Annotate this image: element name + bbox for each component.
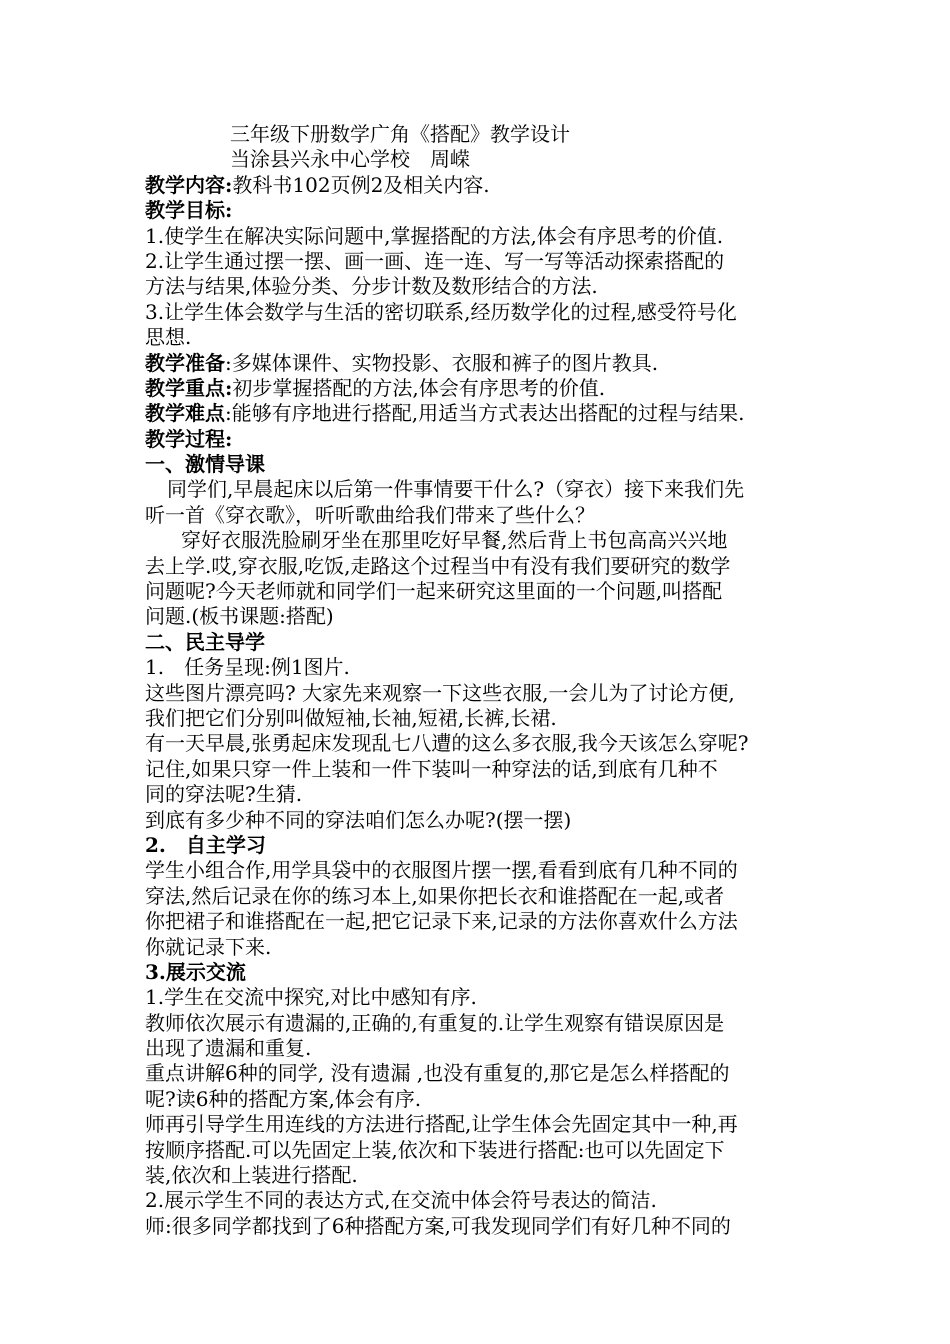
content-text: 教科书102页例2及相关内容.	[232, 172, 490, 197]
list-item: 1. 任务呈现:例1图片.	[145, 655, 350, 680]
goals-label: 教学目标:	[145, 198, 233, 223]
doc-title: 三年级下册数学广角《搭配》教学设计	[230, 122, 570, 146]
paragraph-line: 听一首《穿衣歌》，听听歌曲给我们带来了些什么？	[145, 502, 595, 527]
paragraph-line: 1.学生在交流中探究,对比中感知有序.	[145, 985, 477, 1010]
paragraph-line: 按顺序搭配.可以先固定上装,依次和下装进行搭配:也可以先固定下	[145, 1137, 725, 1162]
paragraph-line: 穿法,然后记录在你的练习本上,如果你把长衣和谁搭配在一起,或者	[145, 883, 725, 908]
process-label: 教学过程:	[145, 426, 233, 451]
goal-line: 3.让学生体会数学与生活的密切联系,经历数学化的过程,感受符号化	[145, 299, 737, 324]
prep-text: :多媒体课件、实物投影、衣服和裤子的图片教具.	[225, 350, 659, 375]
paragraph-line: 去上学.哎,穿衣服,吃饭,走路这个过程当中有没有我们要研究的数学	[145, 553, 731, 578]
paragraph-line: 2.展示学生不同的表达方式,在交流中体会符号表达的简洁.	[145, 1188, 657, 1213]
prep-label: 教学准备	[145, 350, 225, 375]
prep-row	[145, 351, 815, 376]
paragraph-line: 同学们,早晨起床以后第一件事情要干什么?（穿衣）接下来我们先	[167, 477, 745, 502]
paragraph-line: 有一天早晨,张勇起床发现乱七八遭的这么多衣服,我今天该怎么穿呢?	[145, 731, 749, 756]
goal-line: 思想.	[145, 325, 192, 350]
section1-heading: 一、激情导课	[145, 452, 265, 477]
paragraph-line: 穿好衣服洗脸刷牙坐在那里吃好早餐,然后背上书包高高兴兴地	[181, 528, 728, 553]
paragraph-line: 出现了遗漏和重复.	[145, 1036, 312, 1061]
difficulty-label: 教学难点	[145, 401, 225, 426]
goal-line: 方法与结果,体验分类、分步计数及数形结合的方法.	[145, 274, 598, 299]
paragraph-line: 师:很多同学都找到了6种搭配方案,可我发现同学们有好几种不同的	[145, 1213, 731, 1238]
paragraph-line: 师再引导学生用连线的方法进行搭配,让学生体会先固定其中一种,再	[145, 1112, 738, 1137]
content-row	[145, 173, 815, 198]
paragraph-line: 装,依次和上装进行搭配.	[145, 1163, 358, 1188]
paragraph-line: 同的穿法呢?生猜.	[145, 782, 303, 807]
paragraph-line: 你就记录下来.	[145, 934, 272, 959]
key-text: 初步掌握搭配的方法,体会有序思考的价值.	[232, 375, 606, 400]
paragraph-line: 到底有多少种不同的穿法咱们怎么办呢?(摆一摆)	[145, 807, 572, 832]
goal-line: 2.让学生通过摆一摆、画一画、连一连、写一写等活动探索搭配的	[145, 248, 725, 273]
goal-line: 1.使学生在解决实际问题中,掌握搭配的方法,体会有序思考的价值.	[145, 223, 724, 248]
section2-heading: 二、民主导学	[145, 629, 265, 654]
difficulty-text: :能够有序地进行搭配,用适当方式表达出搭配的过程与结果.	[225, 401, 745, 426]
paragraph-line: 这些图片漂亮吗? 大家先来观察一下这些衣服,一会儿为了讨论方便,	[145, 680, 735, 705]
paragraph-line: 我们把它们分别叫做短袖,长袖,短裙,长裤,长裙.	[145, 705, 557, 730]
paragraph-line: 记住,如果只穿一件上装和一件下装叫一种穿法的话,到底有几种不	[145, 756, 718, 781]
difficulty-row	[145, 401, 815, 426]
section3-heading: 3.展示交流	[145, 959, 246, 984]
doc-author: 当涂县兴永中心学校 周嵘	[230, 147, 470, 172]
list-item: 2. 自主学习	[145, 832, 266, 857]
paragraph-line: 问题.(板书课题:搭配)	[145, 604, 334, 629]
paragraph-line: 重点讲解6种的同学, 没有遗漏 ,也没有重复的,那它是怎么样搭配的	[145, 1061, 730, 1086]
key-label: 教学重点:	[145, 375, 233, 400]
paragraph-line: 问题呢?今天老师就和同学们一起来研究这里面的一个问题,叫搭配	[145, 579, 723, 604]
paragraph-line: 你把裙子和谁搭配在一起,把它记录下来,记录的方法你喜欢什么方法	[145, 909, 738, 934]
paragraph-line: 呢?读6种的搭配方案,体会有序.	[145, 1086, 422, 1111]
paragraph-line: 教师依次展示有遗漏的,正确的,有重复的.让学生观察有错误原因是	[145, 1010, 725, 1035]
document-page	[145, 122, 815, 1239]
paragraph-line: 学生小组合作,用学具袋中的衣服图片摆一摆,看看到底有几种不同的	[145, 858, 738, 883]
key-row	[145, 376, 815, 401]
content-label: 教学内容:	[145, 172, 233, 197]
